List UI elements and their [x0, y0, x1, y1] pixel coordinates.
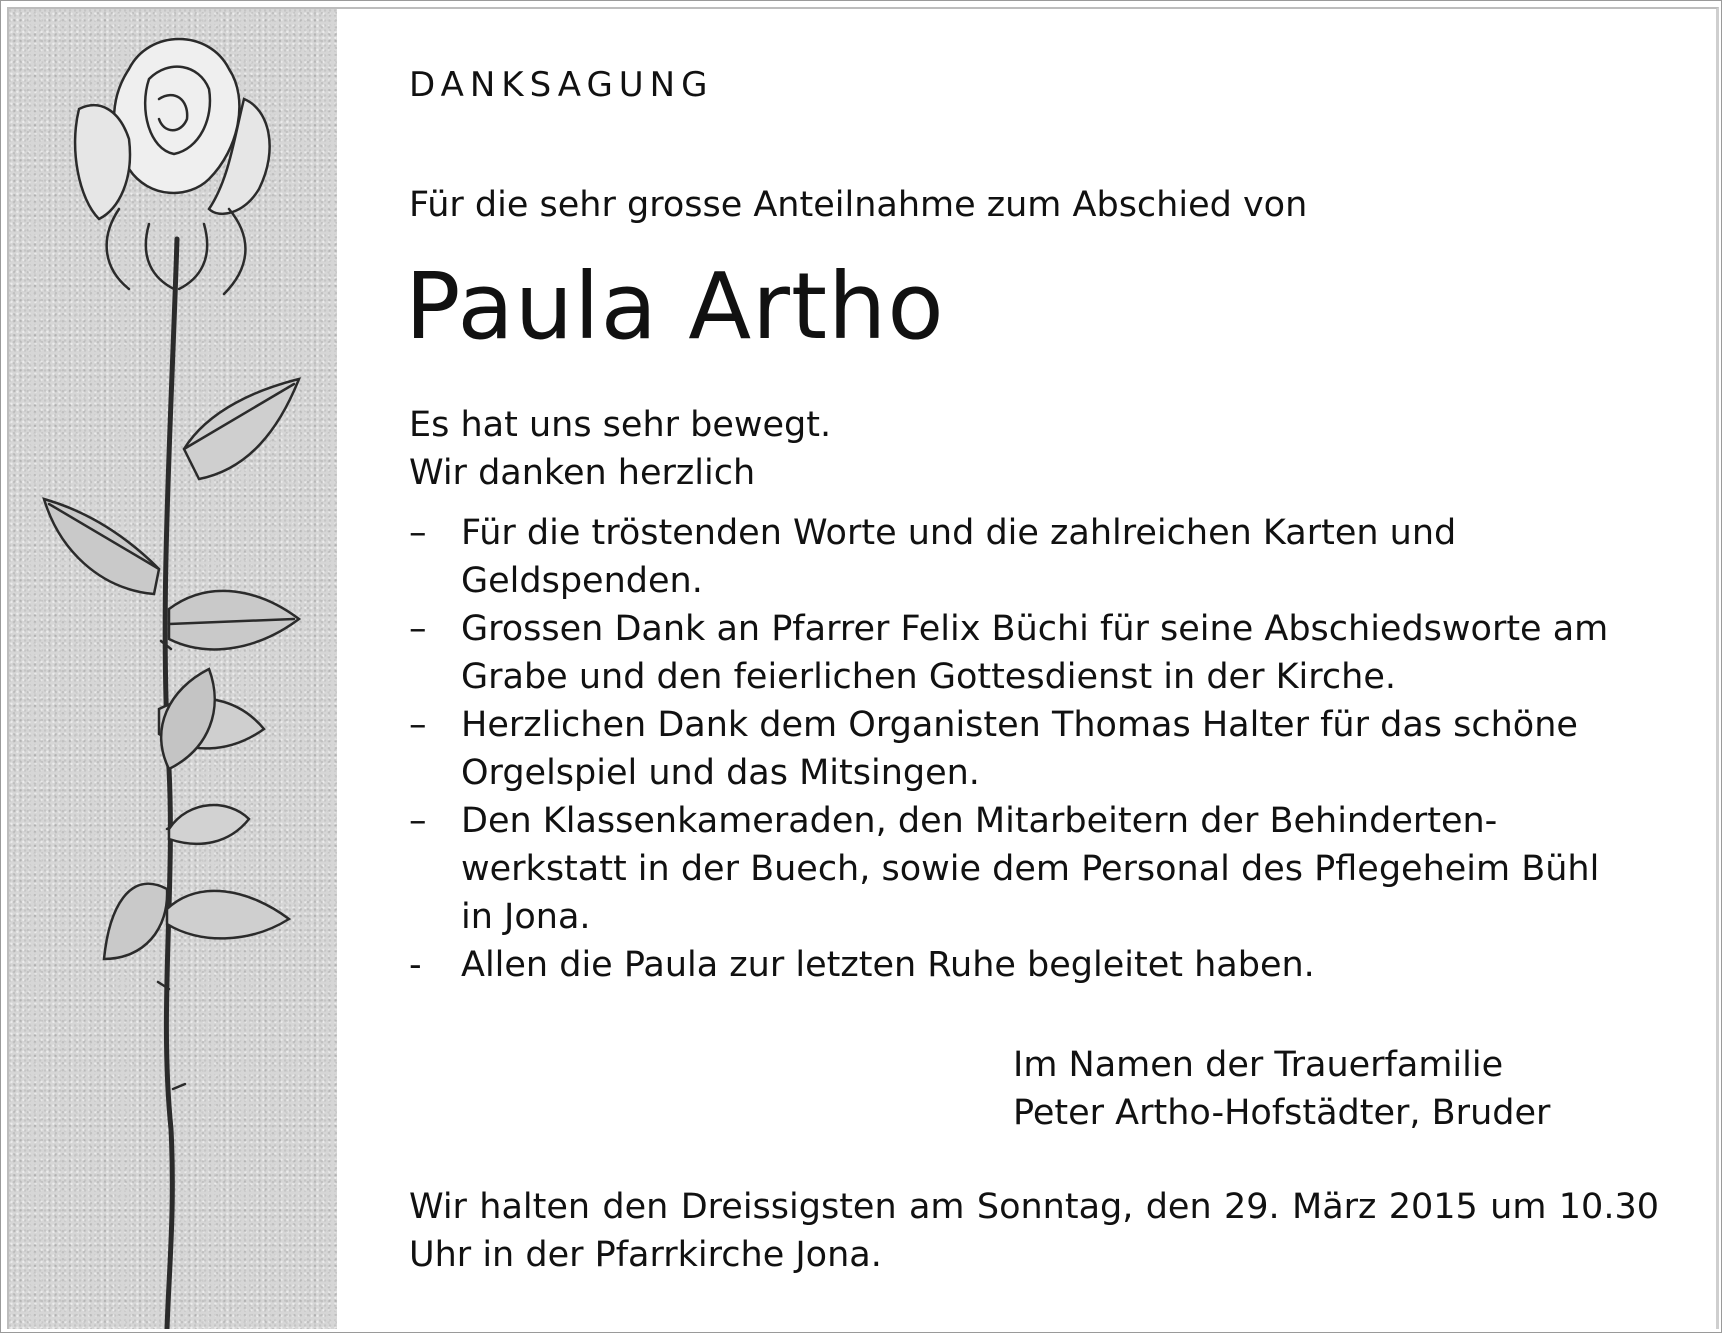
signature-line: Im Namen der Trauerfamilie: [1013, 1045, 1504, 1085]
list-item: [409, 509, 1621, 605]
rose-illustration-panel: [9, 9, 337, 1329]
body-line: Wir danken herzlich: [409, 453, 756, 493]
list-marker: –: [409, 801, 427, 841]
intro-line: Für die sehr grosse Anteilnahme zum Abschied von: [409, 185, 1308, 225]
signature-line: Peter Artho-Hofstädter, Bruder: [1013, 1093, 1551, 1133]
memorial-service-note: Wir halten den Dreissigsten am Sonntag, den 29. März 2015 um 10.30 Uhr in der Pfarrkirche Jona.: [409, 1187, 1659, 1275]
rose-illustration-icon: [9, 9, 337, 1329]
list-item-text: Herzlichen Dank dem Organisten Thomas Halter für das schöne Orgelspiel und das Mitsingen.: [461, 705, 1578, 793]
notice-heading: DANKSAGUNG: [409, 65, 714, 105]
deceased-name: Paula Artho: [405, 253, 945, 360]
list-marker: –: [409, 609, 427, 649]
list-item-text: Allen die Paula zur letzten Ruhe begleitet haben.: [461, 945, 1315, 985]
list-marker: –: [409, 705, 427, 745]
list-item: [409, 797, 1621, 941]
list-item: [409, 605, 1621, 701]
list-item-text: Den Klassenkameraden, den Mitarbeitern der Behinderten-werkstatt in der Buech, sowie dem Personal des Pflegeheim Bühl in Jona.: [461, 801, 1600, 937]
list-marker: –: [409, 513, 427, 553]
body-line: Es hat uns sehr bewegt.: [409, 405, 832, 445]
thanks-list: [409, 509, 1659, 989]
signature-block: [1013, 1041, 1550, 1137]
body-text: [409, 401, 831, 497]
list-item-text: Für die tröstenden Worte und die zahlreichen Karten und Geldspenden.: [461, 513, 1457, 601]
list-item: [409, 701, 1621, 797]
list-marker: -: [409, 945, 422, 985]
list-item-text: Grossen Dank an Pfarrer Felix Büchi für seine Abschiedsworte am Grabe und den feierlichen Gottesdienst in der Kirche.: [461, 609, 1609, 697]
list-item: [409, 941, 1621, 989]
